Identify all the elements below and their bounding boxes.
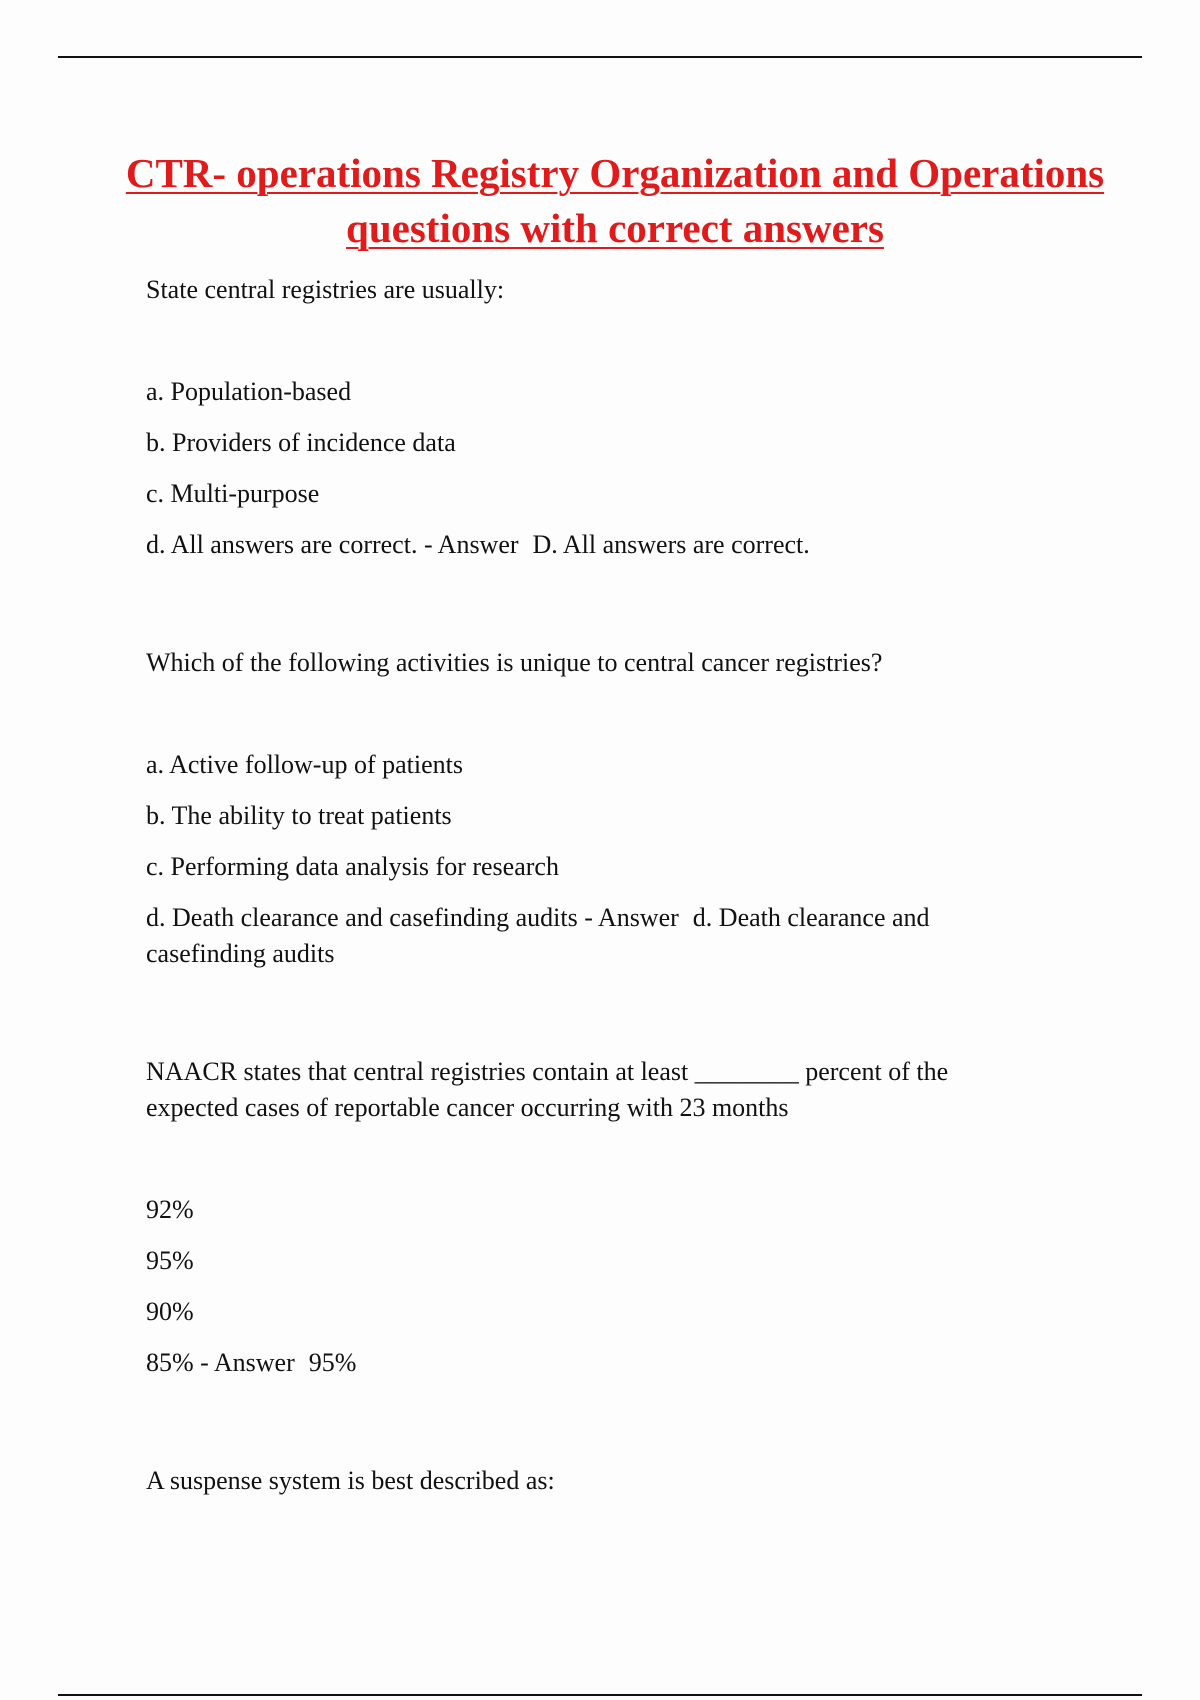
question-text: State central registries are usually: [146,275,505,304]
document-title: CTR- operations Registry Organization and Operations questions with correct answers [125,150,1105,251]
question-text: NAACR states that central registries contain at least ________ percent of the expected cases of reportable cancer occurring with 23 months [146,1057,949,1122]
answer-option-with-answer [146,900,1026,972]
correct-answer: 95% [308,1348,357,1377]
question-block [146,272,1026,563]
answer-option: 90% [146,1297,194,1326]
answer-option: d. All answers are correct. - Answer [146,530,519,559]
answer-option: 85% - Answer [146,1348,295,1377]
answer-option-with-answer [146,527,1026,563]
question-block [146,1463,1026,1499]
question-text: A suspense system is best described as: [146,1466,555,1495]
question-block [146,645,1026,972]
answer-option: b. The ability to treat patients [146,801,452,830]
answer-option: d. Death clearance and casefinding audits - Answer [146,903,679,932]
answer-option: c. Multi-purpose [146,479,320,508]
top-divider [58,56,1142,58]
question-list [146,272,1026,1581]
answer-option: 92% [146,1195,194,1224]
answer-option: 95% [146,1246,194,1275]
answer-option: b. Providers of incidence data [146,428,456,457]
answer-option: c. Performing data analysis for research [146,852,559,881]
bottom-divider [58,1694,1142,1696]
correct-answer: D. All answers are correct. [532,530,810,559]
correct-answer: d. Death clearance and casefinding audits [146,903,930,968]
answer-option: a. Active follow-up of patients [146,750,463,779]
question-block [146,1054,1026,1381]
answer-option-with-answer [146,1345,1026,1381]
answer-option: a. Population-based [146,377,352,406]
question-text: Which of the following activities is unique to central cancer registries? [146,648,883,677]
